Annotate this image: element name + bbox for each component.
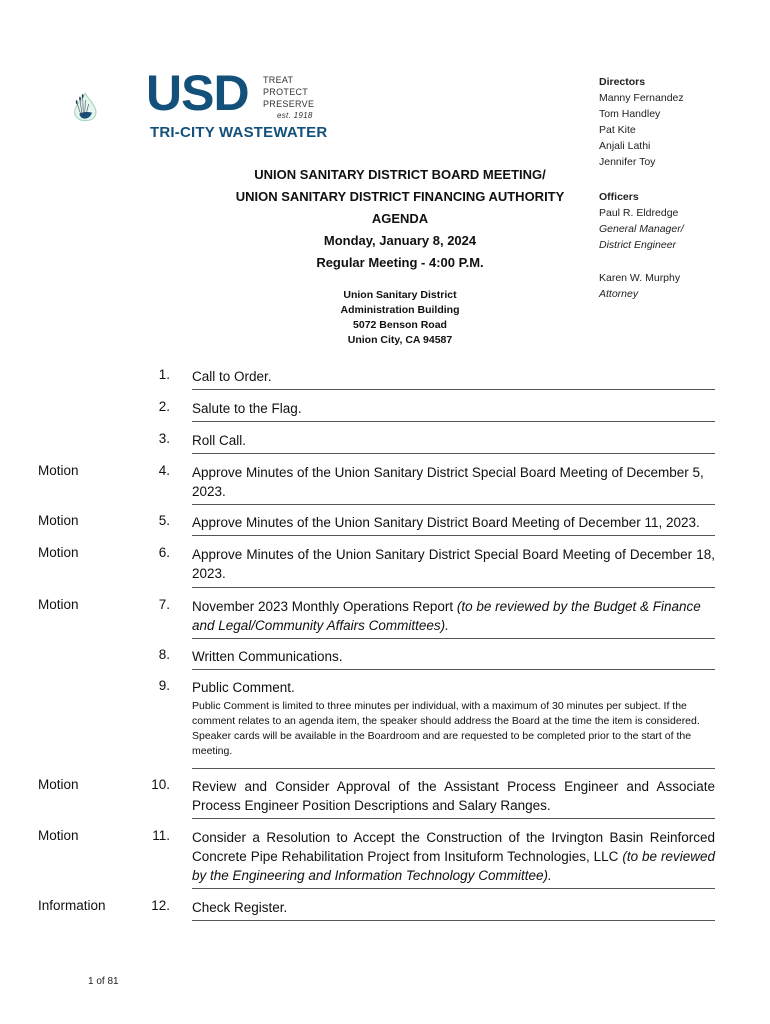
item-divider (192, 504, 715, 505)
title-line-3: AGENDA (371, 211, 429, 226)
item-divider (192, 389, 715, 390)
meeting-time: Regular Meeting - 4:00 P.M. (316, 255, 484, 270)
agenda-item-text: Approve Minutes of the Union Sanitary District Board Meeting of December 11, 2023. (192, 515, 700, 530)
address-line: 5072 Benson Road (353, 319, 447, 331)
item-number: 4. (158, 463, 170, 478)
logo-wordmark: USD (146, 65, 249, 121)
item-number: 3. (158, 431, 170, 446)
item-divider (192, 669, 715, 670)
item-number: 6. (158, 545, 170, 560)
agenda-item-text: Roll Call. (192, 433, 247, 448)
address-line: Union City, CA 94587 (347, 334, 453, 346)
logo-tagline (263, 74, 314, 122)
director-name: Pat Kite (599, 124, 636, 136)
attorney-name: Karen W. Murphy (599, 272, 681, 284)
item-number: 7. (158, 597, 170, 612)
title-line-1: UNION SANITARY DISTRICT BOARD MEETING/ (254, 167, 546, 182)
agenda-item-text: Review and Consider Approval of the Assistant Process Engineer and Associate Process Engineer Position Descriptions and Salary Ranges. (192, 779, 715, 813)
meeting-date: Monday, January 8, 2024 (323, 233, 477, 248)
item-number: 2. (158, 399, 170, 414)
officers-heading: Officers (599, 191, 639, 203)
item-divider (192, 453, 715, 454)
item-number: 9. (158, 678, 170, 693)
officers-block (599, 189, 684, 253)
agenda-item-text: Check Register. (192, 900, 288, 915)
agenda-item-text: Approve Minutes of the Union Sanitary District Special Board Meeting of December 5, 2023. (192, 465, 704, 499)
director-name: Tom Handley (599, 108, 661, 120)
agenda-item-text: Call to Order. (192, 369, 272, 384)
directors-block (599, 74, 684, 170)
director-name: Anjali Lathi (599, 140, 651, 152)
director-name: Manny Fernandez (599, 92, 684, 104)
action-type-label: Motion (38, 513, 79, 528)
usd-logo-drop-icon (72, 62, 152, 152)
tagline-established: est. 1918 (277, 111, 313, 120)
item-number: 11. (152, 828, 170, 843)
agenda-item-text: Written Communications. (192, 649, 343, 664)
item-main-text: Consider a Resolution to Accept the Construction of the Irvington Basin Reinforced Concrete Pipe Rehabilitation Project from Insituform Technologies, LLC (192, 830, 715, 864)
page-number: 1 of 81 (88, 976, 119, 987)
action-type-label: Motion (38, 597, 79, 612)
attorney-title: Attorney (599, 288, 639, 300)
tagline-treat: TREAT (263, 75, 294, 85)
agenda-item-text (192, 678, 715, 759)
item-number: 10. (151, 777, 170, 792)
item-divider (192, 638, 715, 639)
logo-subtitle: TRI-CITY WASTEWATER (150, 124, 328, 141)
agenda-item-text (192, 828, 715, 885)
action-type-label: Motion (38, 777, 79, 792)
director-name: Jennifer Toy (599, 156, 656, 168)
action-type-label: Motion (38, 463, 79, 478)
meeting-address (300, 288, 500, 348)
item-divider (192, 535, 715, 536)
attorney-block (599, 270, 680, 302)
item-divider (192, 920, 715, 921)
item-number: 12. (151, 898, 170, 913)
item-divider (192, 768, 715, 769)
address-line: Union Sanitary District (343, 289, 457, 301)
item-number: 5. (158, 513, 170, 528)
meeting-title (200, 164, 600, 274)
item-divider (192, 587, 715, 588)
agenda-item-text: Salute to the Flag. (192, 401, 302, 416)
committee-note: (to be reviewed by the Engineering and Information Technology Committee). (192, 849, 715, 883)
action-type-label: Information (38, 898, 106, 913)
address-line: Administration Building (340, 304, 460, 316)
item-number: 1. (158, 367, 170, 382)
tagline-protect: PROTECT (263, 87, 309, 97)
general-manager-title: General Manager/ (599, 223, 684, 235)
item-divider (192, 888, 715, 889)
item-main-text: November 2023 Monthly Operations Report (192, 599, 457, 614)
item-main-text: Public Comment. (192, 680, 295, 695)
agenda-item-text: Approve Minutes of the Union Sanitary District Special Board Meeting of December 18, 2023. (192, 547, 715, 581)
directors-heading: Directors (599, 76, 646, 88)
agenda-item-text (192, 597, 715, 635)
action-type-label: Motion (38, 545, 79, 560)
item-divider (192, 421, 715, 422)
item-divider (192, 818, 715, 819)
item-number: 8. (158, 647, 170, 662)
title-line-2: UNION SANITARY DISTRICT FINANCING AUTHORITY (235, 189, 565, 204)
district-engineer-title: District Engineer (599, 239, 677, 251)
action-type-label: Motion (38, 828, 79, 843)
public-comment-rules: Public Comment is limited to three minutes per individual, with a maximum of 30 minutes per subject. If the comment relates to an agenda item, the speaker should address the Board at the time the item is considered. Speaker cards will be available in the Boardroom and are requested to be completed prior to the start of the meeting. (192, 700, 700, 757)
committee-note: (to be reviewed by the Budget & Finance and Legal/Community Affairs Committees). (192, 599, 701, 633)
tagline-preserve: PRESERVE (263, 99, 315, 109)
general-manager-name: Paul R. Eldredge (599, 207, 679, 219)
